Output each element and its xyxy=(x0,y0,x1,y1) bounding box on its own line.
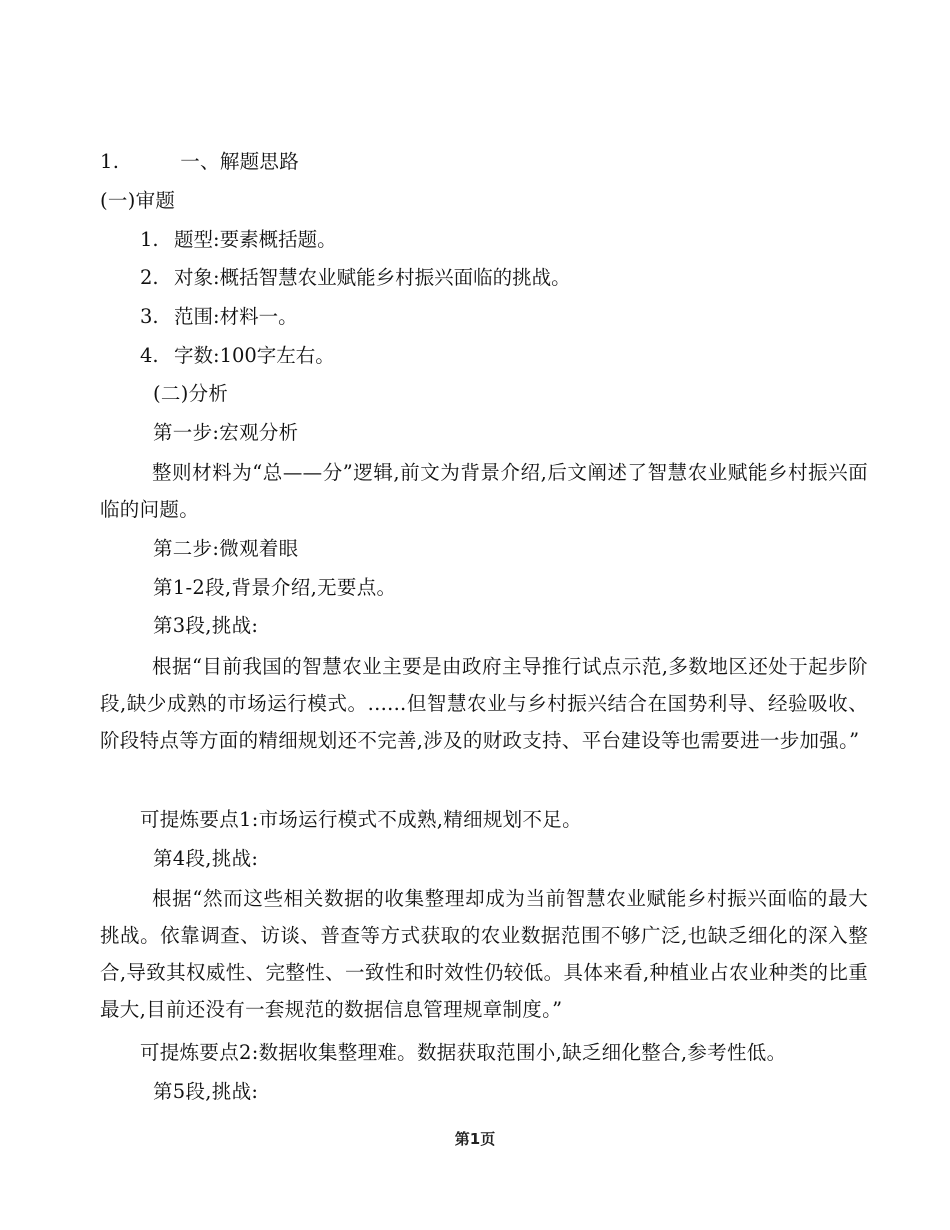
section-analysis-title: (二)分析 xyxy=(153,382,229,405)
heading-number: 1. xyxy=(100,150,120,173)
review-item: 2. 对象:概括智慧农业赋能乡村振兴面临的挑战。 xyxy=(140,266,571,289)
para4-title: 第4段,挑战: xyxy=(153,847,259,870)
section-review-title: (一)审题 xyxy=(100,189,176,212)
point2: 可提炼要点2:数据收集整理难。数据获取范围小,缺乏细化整合,参考性低。 xyxy=(140,1041,787,1064)
review-item: 1. 题型:要素概括题。 xyxy=(140,228,337,251)
heading-title: 一、解题思路 xyxy=(180,150,300,173)
point1: 可提炼要点1:市场运行模式不成熟,精细规划不足。 xyxy=(140,808,582,831)
review-item: 3. 范围:材料一。 xyxy=(140,305,298,328)
para4-quote: 根据“然而这些相关数据的收集整理却成为当前智慧农业赋能乡村振兴面临的最大挑战。依靠调查、访谈、普查等方式获取的农业数据范围不够广泛,也缺乏细化的深入整合,导致其权威性、完整性、一致性和时效性仍较低。具体来看,种植业占农业种类的比重最大,目前还没有一套规范的数据信息管理规章制度。” xyxy=(100,887,868,1021)
para5-title: 第5段,挑战: xyxy=(153,1080,259,1103)
page-number: 第1页 xyxy=(454,1130,496,1148)
para3-quote: 根据“目前我国的智慧农业主要是由政府主导推行试点示范,多数地区还处于起步阶段,缺少成熟的市场运行模式。......但智慧农业与乡村振兴结合在国势利导、经验吸收、阶段特点等方面的精细规划还不完善,涉及的财政支持、平台建设等也需要进一步加强。” xyxy=(100,655,868,752)
main-heading xyxy=(100,149,299,175)
step1-title: 第一步:宏观分析 xyxy=(153,421,299,444)
step1-paragraph: 整则材料为“总——分”逻辑,前文为背景介绍,后文阐述了智慧农业赋能乡村振兴面临的问题。 xyxy=(100,461,868,521)
para3-title: 第3段,挑战: xyxy=(153,614,259,637)
step2-title: 第二步:微观着眼 xyxy=(153,537,299,560)
review-item: 4. 字数:100字左右。 xyxy=(140,344,335,367)
para12-note: 第1-2段,背景介绍,无要点。 xyxy=(153,576,397,599)
